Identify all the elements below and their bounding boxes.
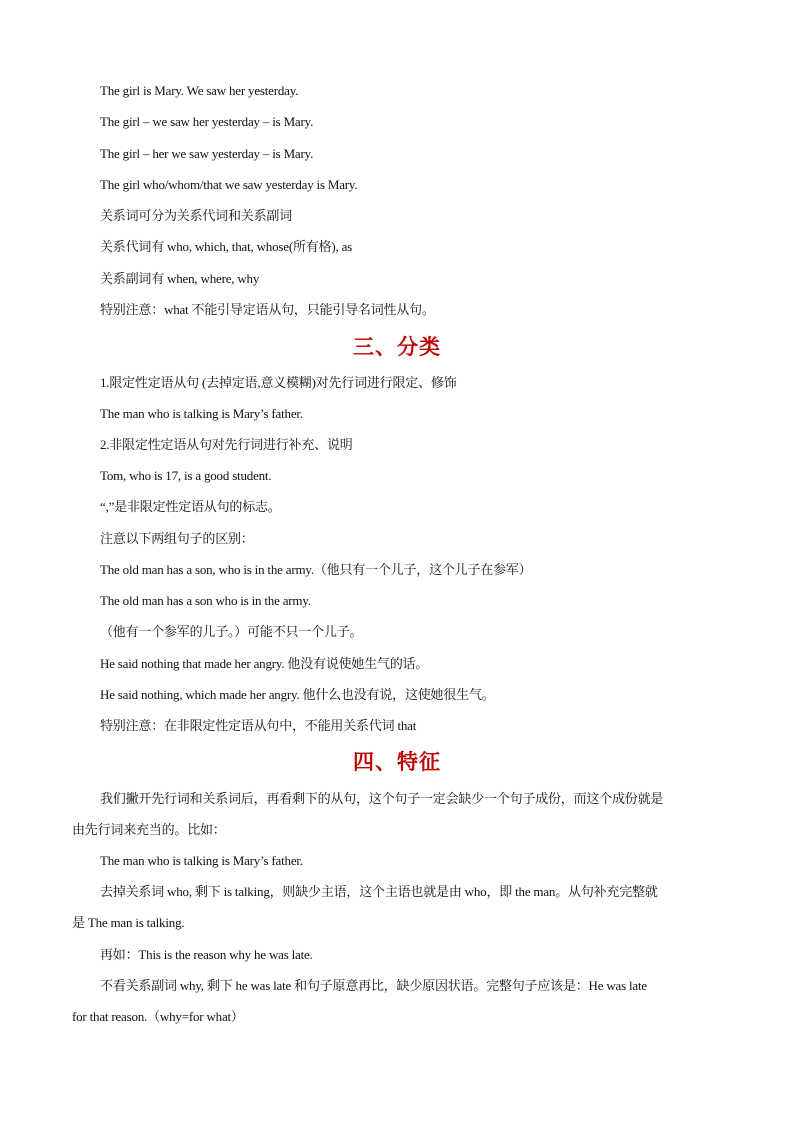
text-line: 关系副词有 when, where, why	[100, 271, 260, 286]
text-line: The girl – we saw her yesterday – is Mary.	[100, 114, 314, 129]
example-line: 再如：This is the reason why he was late.	[100, 947, 313, 962]
paragraph-line: for that reason.（why=for what）	[72, 1009, 244, 1024]
text-line: 关系代词有 who, which, that, whose(所有格), as	[100, 239, 353, 254]
example-line: He said nothing that made her angry. 他没有说使她生气的话。	[100, 656, 429, 671]
text-line: 1.限定性定语从句 (去掉定语,意义模糊)对先行词进行限定、修饰	[100, 375, 457, 390]
text-line: 2.非限定性定语从句对先行词进行补充、说明	[100, 437, 353, 452]
paragraph-line: 是 The man is talking.	[72, 915, 185, 930]
paragraph-line: 由先行词来充当的。比如：	[72, 822, 226, 837]
example-line: The man who is talking is Mary’s father.	[100, 406, 303, 421]
example-line: The old man has a son, who is in the army.（他只有一个儿子，这个儿子在参军）	[100, 562, 532, 577]
text-line: （他有一个参军的儿子。）可能不只一个儿子。	[100, 624, 363, 639]
paragraph-line: 去掉关系词 who, 剩下 is talking，则缺少主语，这个主语也就是由 who，即 the man。从句补充完整就	[100, 884, 658, 899]
text-line: 注意以下两组句子的区别：	[100, 531, 254, 546]
section-heading-classification: 三、分类	[353, 334, 441, 359]
text-line: The girl who/whom/that we saw yesterday is Mary.	[100, 177, 358, 192]
text-line: “,”是非限定性定语从句的标志。	[100, 499, 281, 514]
text-line: The girl – her we saw yesterday – is Mary.	[100, 146, 314, 161]
section-heading-features: 四、特征	[353, 749, 441, 774]
note-line: 特别注意：what 不能引导定语从句，只能引导名词性从句。	[100, 302, 435, 317]
example-line: The man who is talking is Mary’s father.	[100, 853, 303, 868]
text-line: The girl is Mary. We saw her yesterday.	[100, 83, 299, 98]
example-line: The old man has a son who is in the army.	[100, 593, 311, 608]
text-line: 关系词可分为关系代词和关系副词	[100, 208, 293, 223]
note-line: 特别注意：在非限定性定语从句中，不能用关系代词 that	[100, 718, 417, 733]
paragraph-line: 不看关系副词 why, 剩下 he was late 和句子原意再比，缺少原因状语。完整句子应该是：He was late	[100, 978, 647, 993]
example-line: Tom, who is 17, is a good student.	[100, 468, 272, 483]
example-line: He said nothing, which made her angry. 他什么也没有说，这使她很生气。	[100, 687, 495, 702]
paragraph-line: 我们撇开先行词和关系词后，再看剩下的从句，这个句子一定会缺少一个句子成份，而这个成份就是	[100, 791, 664, 806]
